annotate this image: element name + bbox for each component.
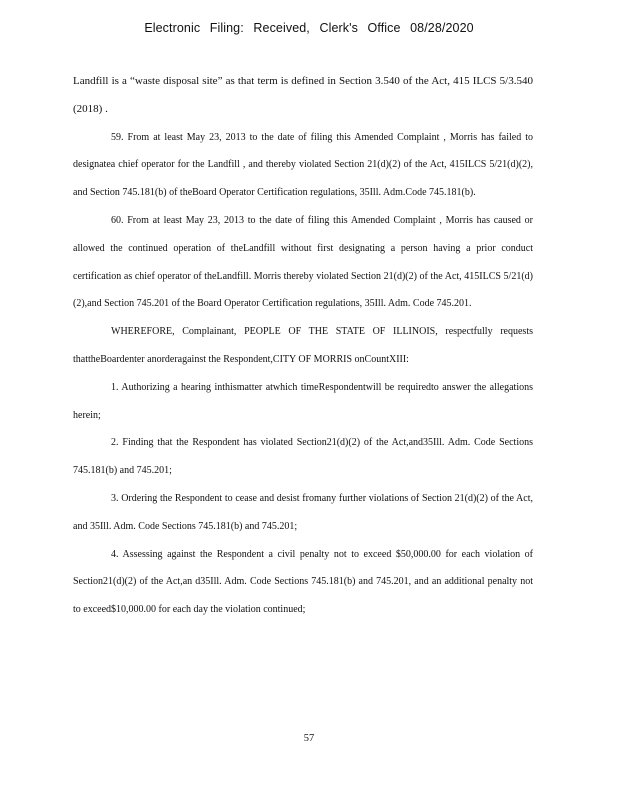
relief-item-1: 1. Authorizing a hearing inthismatter atwhich timeRespondentwill be requiredto answer the allegations herein; bbox=[73, 381, 533, 421]
filing-stamp-header: Electronic Filing: Received, Clerk's Office 08/28/2020 bbox=[144, 21, 474, 35]
paragraph-landfill-definition: Landfill is a “waste disposal site” as that term is defined in Section 3.540 of the Act, 415 ILCS 5/3.540 (2018) . bbox=[73, 75, 533, 115]
document-body bbox=[73, 68, 533, 624]
paragraph-wherefore: WHEREFORE, Complainant, PEOPLE OF THE STATE OF ILLINOIS, respectfully requests thattheBoardenter anorderagainst the Respondent,CITY OF MORRIS onCountXIII: bbox=[73, 326, 533, 365]
paragraph-59: 59. From at least May 23, 2013 to the date of filing this Amended Complaint , Morris has failed to designatea chief operator for the Landfill , and thereby violated Section 21(d)(2) of the Act, 415ILCS 5/21(d)(2), and Section 745.181(b) of theBoard Operator Certification regulations, 35Ill. Adm.Code 745.181(b). bbox=[73, 131, 533, 199]
relief-item-3: 3. Ordering the Respondent to cease and desist fromany further violations of Section 21(d)(2) of the Act, and 35Ill. Adm. Code Sections 745.181(b) and 745.201; bbox=[73, 492, 533, 532]
relief-item-2: 2. Finding that the Respondent has violated Section21(d)(2) of the Act,and35Ill. Adm. Code Sections 745.181(b) and 745.201; bbox=[73, 437, 533, 477]
paragraph-60: 60. From at least May 23, 2013 to the date of filing this Amended Complaint , Morris has caused or allowed the continued operation of theLandfill without first designating a person having a prior conduct certification as chief operator of theLandfill. Morris thereby violated Section 21(d)(2) of the Act, 415ILCS 5/21(d)(2),and Section 745.201 of the Board Operator Certification regulations, 35Ill. Adm. Code 745.201. bbox=[73, 214, 533, 310]
relief-item-4: 4. Assessing against the Respondent a civil penalty not to exceed $50,000.00 for each violation of Section21(d)(2) of the Act,an d35Ill. Adm. Code Sections 745.181(b) and 745.201, and an additional penalty not to exceed$10,000.00 for each day the violation continued; bbox=[73, 548, 533, 616]
page-number: 57 bbox=[303, 733, 315, 744]
